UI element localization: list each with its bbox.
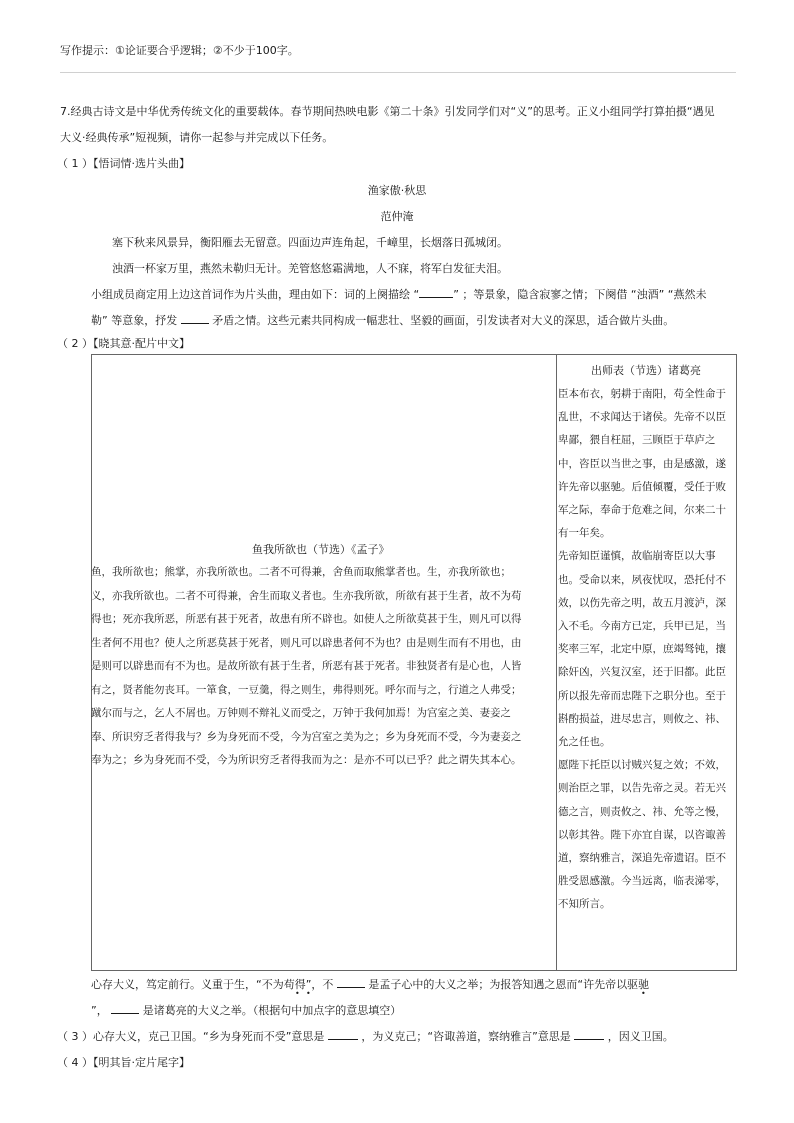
emphasis-dot: • xyxy=(306,989,311,998)
emphasis-dot: • xyxy=(641,989,646,998)
left-line: 有之，贤者能勿丧耳。一箪食，一豆羹，得之则生，弗得则死。呼尔而与之，行道之人弗受； xyxy=(91,683,522,696)
right-line: 不知所言。 xyxy=(558,898,611,911)
right-line: 德之言，则责攸之、祎、允等之慢， xyxy=(558,805,726,818)
poem-line-1: 塞下秋来风景异，衡阳雁去无留意。四面边声连角起，千嶂里，长烟落日孤城闭。 xyxy=(112,236,508,249)
right-line: 臣本布衣，躬耕于南阳，苟全性命于 xyxy=(558,388,726,400)
table-column-divider xyxy=(556,354,557,971)
right-line: 有一年矣。 xyxy=(558,527,611,540)
right-line: 先帝知臣谨慎，故临崩寄臣以大事 xyxy=(558,550,716,563)
poem-author: 范仲淹 xyxy=(380,210,414,223)
fill-line-2 xyxy=(91,1002,401,1018)
right-line: 卑鄙，猥自枉屈，三顾臣于草庐之 xyxy=(558,434,716,447)
answer-blank-2[interactable] xyxy=(181,313,209,324)
answer-blank-3[interactable] xyxy=(337,977,365,988)
left-line: 鱼，我所欲也；熊掌，亦我所欲也。二者不可得兼，舍鱼而取熊掌者也。生，亦我所欲也； xyxy=(91,566,511,578)
part-3-text-a: （ 3 ）心存大义，克己卫国。“乡为身死而不受”意思是 xyxy=(57,1030,325,1043)
fill-1-text-a: 心存大义，笃定前行。义重于生，“不为苟得”，不 xyxy=(91,978,334,991)
right-line: 允之任也。 xyxy=(558,736,611,749)
part-3-text-c: ，因义卫国。 xyxy=(607,1030,674,1043)
answer-blank-6[interactable] xyxy=(574,1029,604,1040)
right-line: 除奸凶，兴复汉室，还于旧都。此臣 xyxy=(558,666,726,679)
left-passage-title: 鱼我所欲也（节选）《孟子》 xyxy=(252,543,390,556)
left-line: 义，亦我所欲也。二者不可得兼，舍生而取义者也。生亦我所欲，所欲有甚于生者，故不为苟 xyxy=(91,589,522,602)
question-7-line-1: 7.经典古诗文是中华优秀传统文化的重要载体。春节期间热映电影《第二十条》引发同学们对“义”的思考。正义小组同学打算拍摄“遇见 xyxy=(60,105,715,118)
left-passage-body xyxy=(91,561,556,773)
section-divider xyxy=(60,72,736,73)
right-line: 许先帝以驱驰。后值倾覆，受任于败 xyxy=(558,480,726,493)
poem-line-2: 浊酒一杯家万里，燕然未勒归无计。羌管悠悠霜满地，人不寐，将军白发征夫泪。 xyxy=(112,262,508,275)
reason-2-text-a: 勒” 等意象，抒发 xyxy=(91,314,178,327)
left-line: 生者何不用也？使人之所恶莫甚于死者，则凡可以辟患者何不为也？由是则生而有不用也，由 xyxy=(91,636,522,649)
right-line: 愿陛下托臣以讨贼兴复之效；不效， xyxy=(558,759,726,772)
part-3-line xyxy=(57,1028,674,1044)
right-line: 道，察纳雅言，深追先帝遗诏。臣不 xyxy=(558,852,726,865)
fill-1-text-b: 是孟子心中的大义之举；为报答知遇之恩而“许先帝以驱驰 xyxy=(368,978,650,991)
left-line: 得也；死亦我所恶，所恶有甚于死者，故患有所不辟也。如使人之所欲莫甚于生，则凡可以得 xyxy=(91,613,522,625)
fill-line-1 xyxy=(91,976,649,992)
right-passage-title: 出师表（节选）诸葛亮 xyxy=(591,364,701,377)
writing-tip: 写作提示：①论证要合乎逻辑；②不少于100字。 xyxy=(60,44,299,57)
part-3-text-b: ，为义克己；“咨诹善道，察纳雅言”意思是 xyxy=(361,1030,571,1043)
right-line: 斟酌损益，进尽忠言，则攸之、祎、 xyxy=(558,712,726,725)
right-line: 中，咨臣以当世之事，由是感激，遂 xyxy=(558,457,726,470)
part-4-heading: （ 4 ）【明其旨·定片尾字】 xyxy=(57,1056,190,1069)
right-line: 入不毛。今南方已定，兵甲已足，当 xyxy=(558,620,726,633)
answer-blank-4[interactable] xyxy=(111,1003,139,1014)
right-line: 也。受命以来，夙夜忧叹，恐托付不 xyxy=(558,573,726,586)
right-line: 以彰其咎。陛下亦宜自谋，以咨诹善 xyxy=(558,828,726,841)
left-line: 奉为之；乡为身死而不受，今为所识穷乏者得我而为之：是亦不可以已乎？此之谓失其本心。 xyxy=(91,754,522,766)
answer-blank-1[interactable] xyxy=(419,287,453,298)
question-7-line-2: 大义·经典传承”短视频，请你一起参与并完成以下任务。 xyxy=(60,131,334,144)
left-line: 是则可以辟患而有不为也。是故所欲有甚于生者，所恶有甚于死者。非独贤者有是心也，人皆 xyxy=(91,660,522,672)
right-line: 军之际，奉命于危难之间，尔来二十 xyxy=(558,504,726,517)
right-line: 奖率三军，北定中原，庶竭驽钝，攘 xyxy=(558,643,726,656)
reason-line-1 xyxy=(91,286,707,302)
fill-2-text-a: ”， xyxy=(91,1004,108,1017)
left-line: 蹴尔而与之，乞人不屑也。万钟则不辩礼义而受之，万钟于我何加焉！为宫室之美、妻妾之 xyxy=(91,707,511,719)
reason-2-text-b: 矛盾之情。这些元素共同构成一幅悲壮、坚毅的画面，引发读者对大义的深思，适合做片头曲。 xyxy=(212,314,675,327)
answer-blank-5[interactable] xyxy=(328,1029,358,1040)
right-line: 所以报先帝而忠陛下之职分也。至于 xyxy=(558,689,726,702)
reason-1-text-a: 小组成员商定用上边这首词作为片头曲，理由如下：词的上阕描绘 “ xyxy=(91,288,420,301)
emphasis-dot: • xyxy=(295,989,300,998)
part-2-heading: （ 2 ）【晓其意·配片中文】 xyxy=(57,337,190,350)
reason-1-text-b: ” ；等景象，隐含寂寥之情；下阕借 “浊酒” “燕然未 xyxy=(453,288,707,301)
right-line: 乱世，不求闻达于诸侯。先帝不以臣 xyxy=(558,411,726,424)
left-line: 奉、所识穷乏者得我与？乡为身死而不受，今为宫室之美为之；乡为身死而不受，今为妻妾之 xyxy=(91,730,522,743)
right-passage-body xyxy=(558,383,738,917)
poem-title: 渔家傲·秋思 xyxy=(367,184,427,197)
fill-2-text-b: 是诸葛亮的大义之举。（根据句中加点字的意思填空） xyxy=(142,1004,402,1017)
right-line: 效，以伤先帝之明，故五月渡泸，深 xyxy=(558,596,726,609)
part-1-heading: （ 1 ）【悟词情·选片头曲】 xyxy=(57,157,190,170)
right-line: 胜受恩感激。今当远离，临表涕零， xyxy=(558,875,726,888)
reason-line-2 xyxy=(91,312,674,328)
right-line: 则治臣之罪，以告先帝之灵。若无兴 xyxy=(558,782,726,795)
